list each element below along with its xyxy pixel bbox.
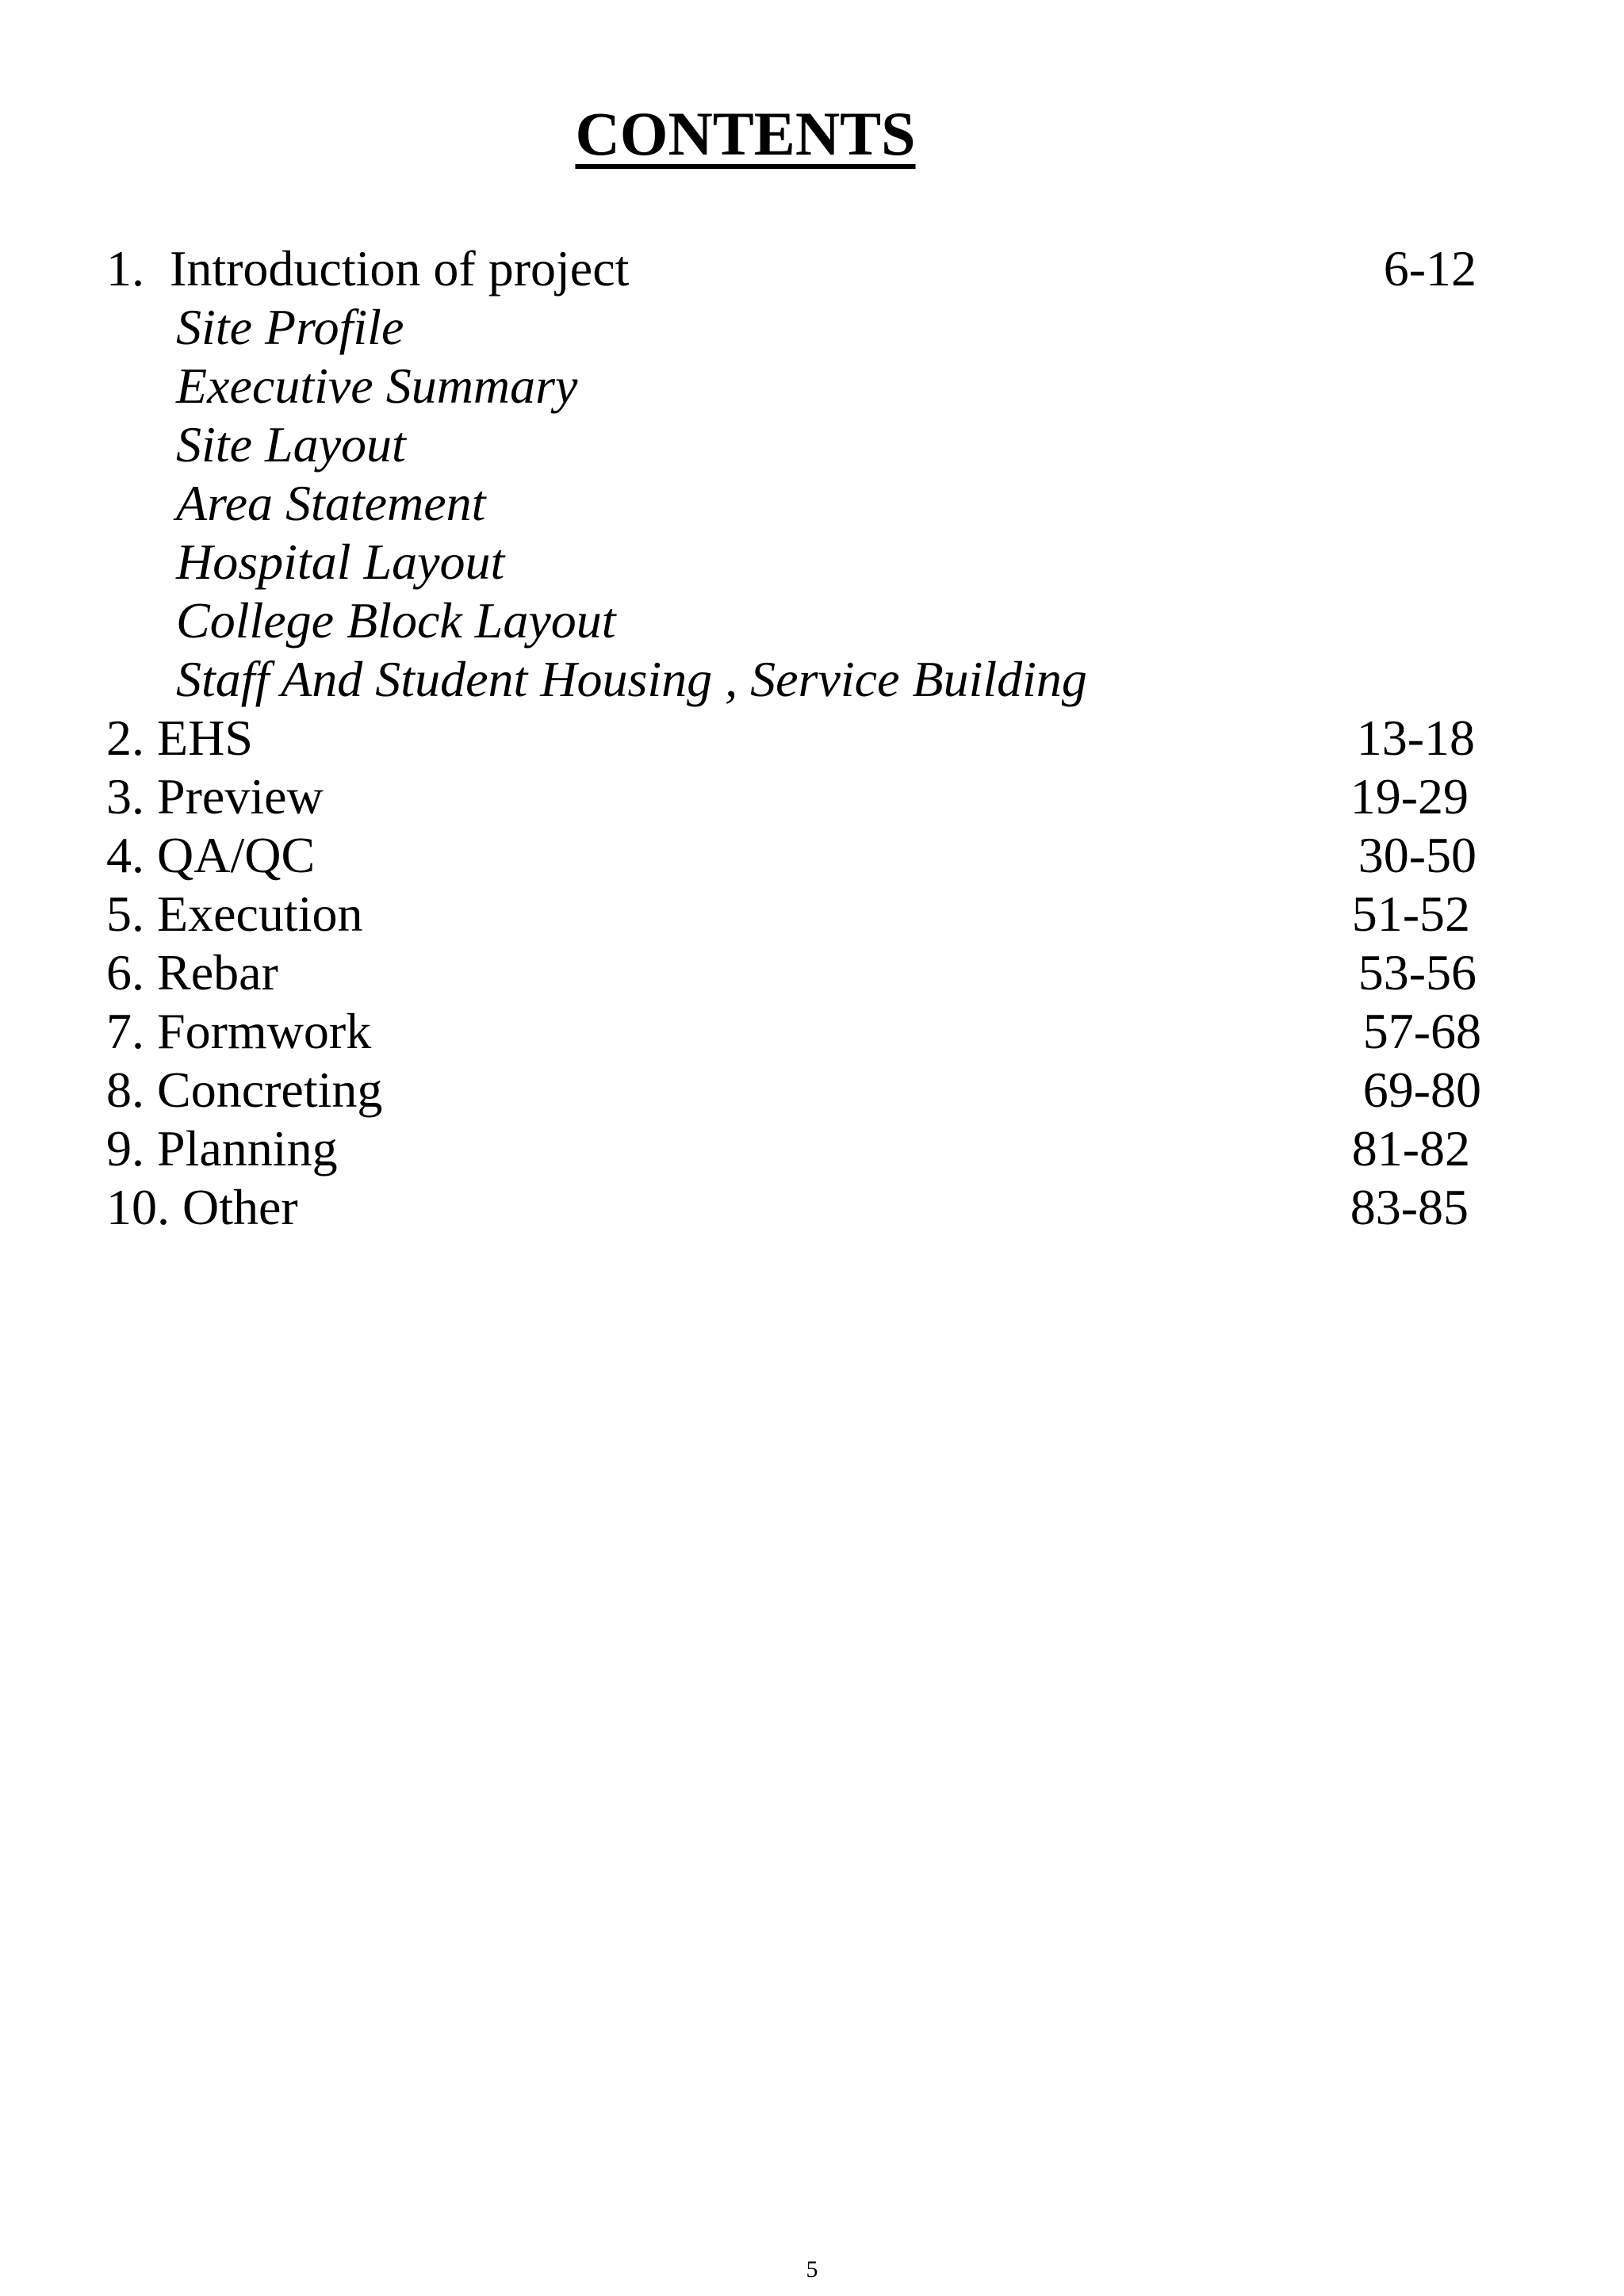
toc-entry-preview	[106, 767, 1486, 826]
toc-entry-pages: 13-18	[1356, 710, 1475, 766]
toc-subentry-site-profile	[106, 298, 1486, 357]
toc-entry-pages: 83-85	[1350, 1179, 1469, 1235]
toc-entry-pages: 53-56	[1358, 944, 1477, 1001]
toc-entry-execution	[106, 885, 1486, 943]
toc-entry-label: 8. Concreting	[106, 1062, 383, 1118]
toc-subentry-label: Hospital Layout	[176, 534, 505, 590]
toc-entry-pages: 51-52	[1351, 886, 1470, 942]
toc-entry-label: 10. Other	[106, 1179, 298, 1235]
toc-entry-label	[106, 239, 629, 298]
toc-entry-pages: 6-12	[1383, 240, 1477, 297]
toc-entry-pages: 69-80	[1362, 1062, 1481, 1118]
toc-subentry-label: Site Layout	[176, 416, 406, 473]
toc-entry-qa-qc	[106, 826, 1486, 885]
toc-entry-other	[106, 1178, 1486, 1237]
toc-subentry-area-statement	[106, 474, 1486, 533]
toc-subentry-hospital-layout	[106, 533, 1486, 591]
toc-subentry-label: Site Profile	[176, 299, 404, 355]
toc-entry-number: 1.	[106, 240, 144, 297]
toc-entry-pages: 81-82	[1351, 1120, 1470, 1177]
toc-entry-pages: 19-29	[1350, 768, 1469, 825]
page-number: 5	[806, 2256, 818, 2283]
toc-entry-label: 3. Preview	[106, 768, 324, 825]
toc-entry-ehs	[106, 709, 1486, 767]
toc-entry-label: 9. Planning	[106, 1120, 338, 1177]
toc-entry-title: Introduction of project	[170, 240, 630, 297]
toc-entry-label: 2. EHS	[106, 710, 253, 766]
toc-entry-pages: 30-50	[1358, 827, 1477, 883]
toc-subentry-label: Executive Summary	[176, 358, 578, 414]
toc-subentry-executive-summary	[106, 357, 1486, 415]
toc-entry-pages: 57-68	[1362, 1003, 1481, 1059]
toc-entry-label: 5. Execution	[106, 886, 363, 942]
toc-subentry-college-block-layout	[106, 591, 1486, 650]
toc-entry-label: 4. QA/QC	[106, 827, 316, 883]
toc-entry-concreting	[106, 1061, 1486, 1119]
toc-subentry-label: Staff And Student Housing , Service Building	[176, 651, 1087, 707]
toc-entry-label: 7. Formwork	[106, 1003, 372, 1059]
toc-subentry-label: College Block Layout	[176, 592, 616, 649]
toc-entry-planning	[106, 1119, 1486, 1178]
toc-entry-label: 6. Rebar	[106, 944, 278, 1001]
toc-subentry-site-layout	[106, 415, 1486, 474]
toc-entry-formwork	[106, 1002, 1486, 1061]
toc-entry-rebar	[106, 943, 1486, 1002]
toc-entry-introduction	[106, 239, 1486, 298]
toc-subentry-housing-service-building	[106, 650, 1486, 709]
table-of-contents	[106, 239, 1486, 1237]
page-title: CONTENTS	[575, 99, 916, 168]
toc-subentry-label: Area Statement	[176, 475, 486, 531]
